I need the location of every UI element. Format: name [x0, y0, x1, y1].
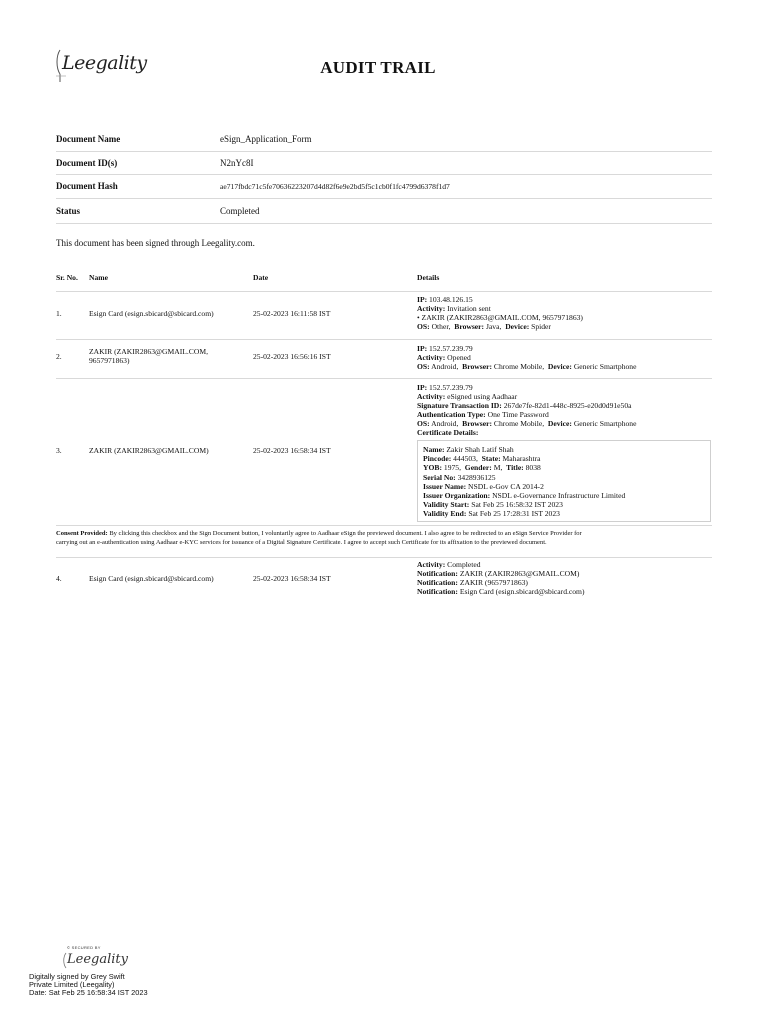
summary-label: Document ID(s): [56, 157, 118, 168]
divider: [56, 557, 712, 558]
column-header-sr: Sr. No.: [56, 273, 78, 282]
logo-wordmark: Leegality: [62, 52, 147, 74]
certificate-details-box: Name: Zakir Shah Latif Shah Pincode: 444503, State: Maharashtra YOB: 1975, Gender: M, Title: 8038 Serial No: 3428936125 Issuer Name: NSDL e-Gov CA 2014-2 Issuer Organization: NSDL e-Governance Infrastructure Limited Validity Start: Sat Feb 25 16:58:32 IST 2023 Validity End: Sat Feb 25 17:28:31 IST 2023: [417, 440, 711, 522]
summary-label: Document Name: [56, 134, 121, 145]
summary-value: eSign_Application_Form: [220, 134, 312, 145]
row-name: ZAKIR (ZAKIR2863@GMAIL.COM, 9657971863): [89, 347, 208, 366]
row-details: IP: 152.57.239.79 Activity: eSigned using Aadhaar Signature Transaction ID: 267de7fe-82d1-448c-8925-e20d0d91e50a Authentication Type: One Time Password OS: Android, Browser: Chrome Mobile, Device: Generic Smartphone Certificate Details:: [417, 383, 637, 438]
divider: [56, 291, 712, 292]
row-sr: 2.: [56, 352, 62, 361]
document-summary: [56, 128, 712, 224]
consent-text: Consent Provided: By clicking this checkbox and the Sign Document button, I voluntarily agree to Aadhaar eSign the previewed document. I also agree to be redirected to an eSign Service Provider for carrying out an e-authentication using Aadhaar e-KYC services for issuance of a Digital Signature Certificate. I agree to accept such Certificate for its affixation to the previewed document.: [56, 530, 582, 547]
row-name: Esign Card (esign.sbicard@sbicard.com): [89, 309, 214, 318]
secured-by-label: © SECURED BY: [67, 945, 101, 950]
row-date: 25-02-2023 16:56:16 IST: [253, 352, 331, 361]
row-sr: 3.: [56, 446, 62, 455]
summary-label: Document Hash: [56, 181, 118, 192]
summary-value: N2nYc8I: [220, 157, 254, 168]
signed-note: This document has been signed through Leegality.com.: [56, 238, 255, 248]
summary-row: [56, 199, 712, 224]
column-header-date: Date: [253, 273, 269, 282]
divider: [56, 525, 712, 526]
summary-row: [56, 128, 712, 152]
summary-value: ae717fbdc71c5fe70636223207d4d82f6e9e2bd5f5c1cb0f1fc4799d6378f1d7: [220, 181, 450, 191]
divider: [56, 378, 712, 379]
row-name: Esign Card (esign.sbicard@sbicard.com): [89, 574, 214, 583]
summary-row: [56, 152, 712, 176]
row-details: Activity: Completed Notification: ZAKIR (ZAKIR2863@GMAIL.COM) Notification: ZAKIR (9657971863) Notification: Esign Card (esign.sbicard@sbicard.com): [417, 560, 585, 597]
row-sr: 4.: [56, 574, 62, 583]
column-header-name: Name: [89, 273, 108, 282]
row-date: 25-02-2023 16:58:34 IST: [253, 574, 331, 583]
row-sr: 1.: [56, 309, 62, 318]
summary-row: [56, 175, 712, 199]
row-date: 25-02-2023 16:11:58 IST: [253, 309, 331, 318]
footer-wordmark: Leegality: [67, 952, 128, 967]
summary-value: Completed: [220, 205, 260, 216]
column-header-details: Details: [417, 273, 440, 282]
row-details: IP: 103.48.126.15 Activity: Invitation sent • ZAKIR (ZAKIR2863@GMAIL.COM, 9657971863) OS: Other, Browser: Java, Device: Spider: [417, 295, 583, 332]
row-name: ZAKIR (ZAKIR2863@GMAIL.COM): [89, 446, 209, 455]
divider: [56, 339, 712, 340]
row-date: 25-02-2023 16:58:34 IST: [253, 446, 331, 455]
page-title: AUDIT TRAIL: [320, 58, 436, 77]
summary-label: Status: [56, 205, 81, 216]
digital-signature-note: Digitally signed by Grey Swift Private Limited (Leegality) Date: Sat Feb 25 16:58:34 IST 2023: [29, 972, 148, 997]
row-details: IP: 152.57.239.79 Activity: Opened OS: Android, Browser: Chrome Mobile, Device: Generic Smartphone: [417, 344, 637, 372]
